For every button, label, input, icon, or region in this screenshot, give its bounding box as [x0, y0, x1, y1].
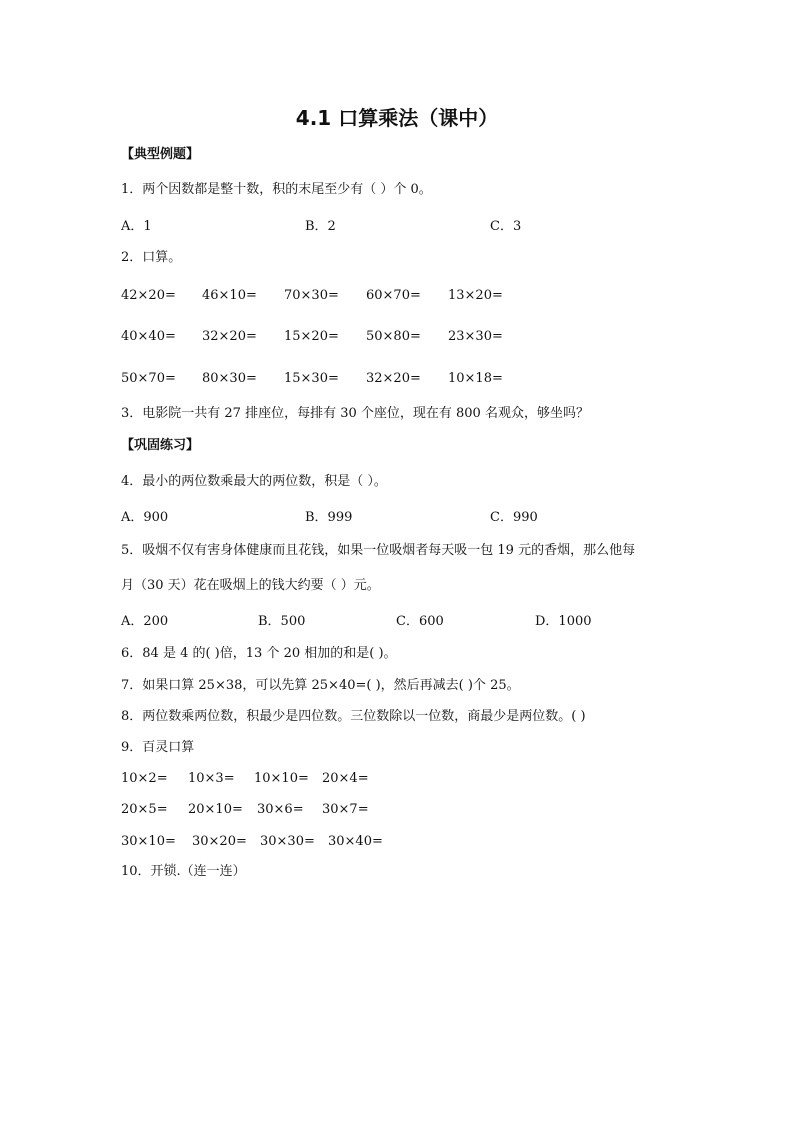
q2-problem: 15×30= [284, 371, 339, 386]
q2-problem: 80×30= [202, 371, 257, 386]
q9-problem: 10×3= [188, 771, 235, 786]
question-8: 8．两位数乘两位数，积最少是四位数。三位数除以一位数，商最少是两位数。( ) [121, 709, 586, 724]
q1-option-a: A．1 [121, 219, 152, 234]
q2-problem: 32×20= [366, 371, 421, 386]
q5-option-b: B．500 [258, 614, 306, 629]
q2-problem: 70×30= [284, 288, 339, 303]
q4-option-c: C．990 [490, 510, 538, 525]
question-5-line-2: 月（30 天）花在吸烟上的钱大约要（ ）元。 [121, 578, 380, 593]
q5-option-d: D．1000 [535, 614, 592, 629]
q9-problem: 30×30= [260, 834, 315, 849]
page-title: 4.1 口算乘法（课中） [295, 106, 499, 130]
q2-problem: 42×20= [121, 288, 176, 303]
q2-problem: 10×18= [448, 371, 503, 386]
section-heading-examples: 【典型例题】 [121, 147, 200, 162]
q9-problem: 30×10= [121, 834, 176, 849]
question-7: 7．如果口算 25×38，可以先算 25×40=( )，然后再减去( )个 25。 [121, 678, 520, 693]
question-4: 4．最小的两位数乘最大的两位数，积是（ ）。 [121, 474, 387, 489]
question-2: 2．口算。 [121, 250, 182, 265]
q9-problem: 20×10= [188, 802, 243, 817]
q4-option-b: B．999 [305, 510, 353, 525]
q2-problem: 40×40= [121, 329, 176, 344]
q2-problem: 50×80= [366, 329, 421, 344]
question-9: 9．百灵口算 [121, 740, 195, 755]
q1-option-c: C．3 [490, 219, 522, 234]
q9-problem: 30×6= [257, 802, 304, 817]
question-3: 3．电影院一共有 27 排座位，每排有 30 个座位，现在有 800 名观众，够坐吗？ [121, 406, 589, 421]
q4-option-a: A．900 [121, 510, 169, 525]
q9-problem: 20×5= [121, 802, 168, 817]
q9-problem: 30×20= [192, 834, 247, 849]
q2-problem: 23×30= [448, 329, 503, 344]
q9-problem: 30×7= [322, 802, 369, 817]
question-1: 1．两个因数都是整十数，积的末尾至少有（ ）个 0。 [121, 182, 432, 197]
question-10: 10．开锁.（连一连） [121, 864, 246, 879]
q1-option-b: B．2 [305, 219, 336, 234]
section-heading-practice: 【巩固练习】 [121, 438, 200, 453]
q2-problem: 50×70= [121, 371, 176, 386]
q2-problem: 60×70= [366, 288, 421, 303]
q2-problem: 15×20= [284, 329, 339, 344]
q9-problem: 10×10= [254, 771, 309, 786]
q2-problem: 13×20= [448, 288, 503, 303]
q9-problem: 20×4= [322, 771, 369, 786]
q2-problem: 32×20= [202, 329, 257, 344]
q2-problem: 46×10= [202, 288, 257, 303]
question-6: 6．84 是 4 的( )倍，13 个 20 相加的和是( )。 [121, 646, 397, 661]
q5-option-c: C．600 [396, 614, 444, 629]
q5-option-a: A．200 [121, 614, 169, 629]
q9-problem: 30×40= [328, 834, 383, 849]
q9-problem: 10×2= [121, 771, 168, 786]
question-5-line-1: 5．吸烟不仅有害身体健康而且花钱，如果一位吸烟者每天吸一包 19 元的香烟，那么他每 [121, 543, 636, 558]
